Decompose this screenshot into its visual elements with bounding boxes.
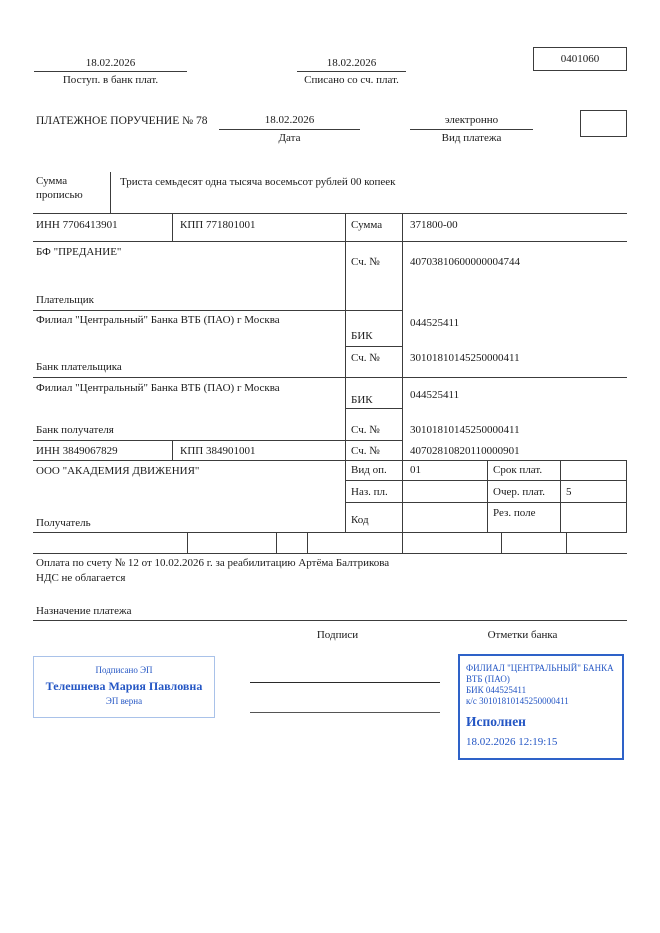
payer-inn: ИНН 7706413901 <box>36 219 118 231</box>
table-line <box>33 460 627 461</box>
payer-bank-corr-label: Сч. № <box>351 352 380 364</box>
table-line <box>33 310 402 311</box>
amount-in-words-label: Сумма прописью <box>36 175 83 201</box>
payee-account: 40702810820110000901 <box>410 445 520 457</box>
table-line <box>345 213 346 532</box>
amount-in-words: Триста семьдесят одна тысяча восемьсот рублей 00 копеек <box>120 176 396 188</box>
signature-line-2 <box>250 712 440 713</box>
table-line <box>172 213 173 241</box>
table-line <box>33 241 627 242</box>
table-line <box>345 408 402 409</box>
table-line <box>276 532 277 553</box>
table-line <box>566 532 567 553</box>
payee-inn: ИНН 3849067829 <box>36 445 118 457</box>
document-title: ПЛАТЕЖНОЕ ПОРУЧЕНИЕ № 78 <box>36 115 208 127</box>
payer-label: Плательщик <box>36 294 94 306</box>
table-line <box>33 553 627 554</box>
bank-execution-stamp <box>458 654 624 760</box>
op-kind-value: 01 <box>410 464 421 476</box>
document-date: 18.02.2026 <box>264 114 315 126</box>
payee-label: Получатель <box>36 517 91 529</box>
form-code: 0401060 <box>560 53 600 65</box>
table-line <box>402 213 403 553</box>
received-date-label: Поступ. в банк плат. <box>62 74 159 86</box>
payee-kpp: КПП 384901001 <box>180 445 256 457</box>
purpose-code-label: Наз. пл. <box>351 486 388 498</box>
stamp-status: Исполнен <box>466 714 526 729</box>
signature-line-1 <box>250 682 440 683</box>
sum-value: 371800-00 <box>410 219 458 231</box>
form-code-box <box>533 47 627 71</box>
table-line <box>345 502 627 503</box>
table-line <box>410 129 533 130</box>
table-line <box>219 129 360 130</box>
table-line <box>297 71 406 72</box>
document-date-label: Дата <box>278 132 301 144</box>
signed-ep-label: Подписано ЭП <box>95 665 153 675</box>
payer-kpp: КПП 771801001 <box>180 219 256 231</box>
stamp-bik: БИК 044525411 <box>466 685 527 695</box>
table-line <box>345 346 402 347</box>
table-line <box>560 460 561 532</box>
table-line <box>307 532 308 553</box>
payer-bank-label: Банк плательщика <box>36 361 122 373</box>
payer-bank-corr: 30101810145250000411 <box>410 352 520 364</box>
signatures-header: Подписи <box>316 629 359 641</box>
table-line <box>33 440 402 441</box>
purpose-label: Назначение платежа <box>36 605 132 617</box>
purpose-line1: Оплата по счету № 12 от 10.02.2026 г. за реабилитацию Артёма Балтрикова <box>36 557 390 569</box>
payment-type-box <box>580 110 627 137</box>
pay-term-label: Срок плат. <box>493 464 543 476</box>
table-line <box>110 172 111 213</box>
payer-account-label: Сч. № <box>351 256 380 268</box>
payer-name: БФ "ПРЕДАНИЕ" <box>36 246 122 258</box>
table-line <box>33 377 627 378</box>
bank-marks-header: Отметки банка <box>487 629 558 641</box>
table-line <box>33 620 627 621</box>
payee-bank-corr: 30101810145250000411 <box>410 424 520 436</box>
priority-value: 5 <box>566 486 572 498</box>
payee-bank-corr-label: Сч. № <box>351 424 380 436</box>
payment-kind-label: Вид платежа <box>441 132 502 144</box>
payer-bank-bik: 044525411 <box>410 317 460 329</box>
stamp-bank-name-line1: ФИЛИАЛ "ЦЕНТРАЛЬНЫЙ" БАНКА <box>466 663 614 673</box>
received-date: 18.02.2026 <box>85 57 136 69</box>
payee-account-label: Сч. № <box>351 445 380 457</box>
payer-account: 40703810600000004744 <box>410 256 520 268</box>
table-line <box>172 440 173 460</box>
op-kind-label: Вид оп. <box>351 464 387 476</box>
payee-bank-label: Банк получателя <box>36 424 114 436</box>
payer-bank-name: Филиал "Центральный" Банка ВТБ (ПАО) г Москва <box>36 314 280 326</box>
payee-name: ООО "АКАДЕМИЯ ДВИЖЕНИЯ" <box>36 465 200 477</box>
electronic-signature-stamp <box>33 656 215 718</box>
debited-date: 18.02.2026 <box>326 57 377 69</box>
payee-bank-bik-label: БИК <box>351 394 373 406</box>
payee-bank-name: Филиал "Центральный" Банка ВТБ (ПАО) г Москва <box>36 382 280 394</box>
table-line <box>187 532 188 553</box>
stamp-datetime: 18.02.2026 12:19:15 <box>466 736 558 748</box>
table-line <box>345 480 627 481</box>
ep-valid-label: ЭП верна <box>105 696 143 706</box>
table-line <box>501 532 502 553</box>
stamp-bank-name-line2: ВТБ (ПАО) <box>466 674 510 684</box>
priority-label: Очер. плат. <box>493 486 546 498</box>
debited-date-label: Списано со сч. плат. <box>304 74 399 86</box>
table-line <box>34 71 187 72</box>
table-line <box>626 460 627 532</box>
stamp-corr-account: к/с 30101810145250000411 <box>466 696 569 706</box>
purpose-line2: НДС не облагается <box>36 572 126 584</box>
code-label: Код <box>351 514 369 526</box>
table-line <box>33 532 627 533</box>
payee-bank-bik: 044525411 <box>410 389 460 401</box>
table-line <box>33 213 627 214</box>
sum-label: Сумма <box>351 219 383 231</box>
table-line <box>487 460 488 532</box>
payer-bank-bik-label: БИК <box>351 330 373 342</box>
signer-name: Телешнева Мария Павловна <box>45 679 203 693</box>
payment-kind: электронно <box>444 114 499 126</box>
reserve-field-label: Рез. поле <box>493 507 536 519</box>
